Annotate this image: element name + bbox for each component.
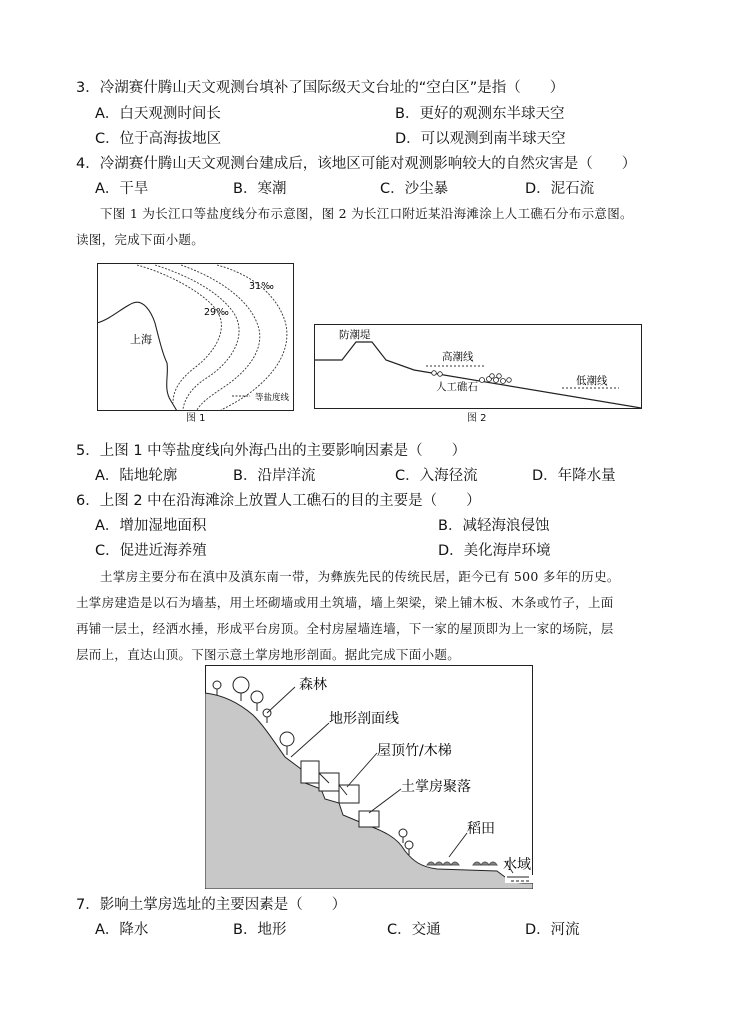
figure-3-tuzhang-profile <box>205 665 533 889</box>
q7-option-d: D．河流 <box>525 922 580 938</box>
q4-option-a: A．干旱 <box>95 181 149 197</box>
fig2-label-seawall: 防潮堤 <box>339 329 371 341</box>
q7-stem: 7．影响土掌房选址的主要因素是（ ） <box>76 897 347 913</box>
intro2-line2: 土掌房建造是以石为墙基，用土坯砌墙或用土筑墙，墙上架梁，梁上铺木板、木条或竹子，上面 <box>76 595 614 610</box>
fig1-caption: 图 1 <box>186 413 206 424</box>
fig3-label-roof: 屋顶竹/木梯 <box>377 743 452 759</box>
q5-option-d: D．年降水量 <box>532 468 616 484</box>
q6-option-b: B．减轻海浪侵蚀 <box>438 518 550 534</box>
fig2-label-reef: 人工礁石 <box>436 381 478 393</box>
figure-2-reef-profile <box>314 324 642 409</box>
fig3-label-forest: 森林 <box>299 677 327 693</box>
q4-stem: 4．冷湖赛什腾山天文观测台建成后，该地区可能对观测影响较大的自然灾害是（ ） <box>76 156 637 172</box>
q7-option-b: B．地形 <box>233 922 287 938</box>
intro2-line4: 层而上，直达山顶。下图示意土掌房地形剖面。据此完成下面小题。 <box>76 647 461 662</box>
q3-stem: 3．冷湖赛什腾山天文观测台填补了国际级天文台址的“空白区”是指（ ） <box>76 80 565 96</box>
q4-option-c: C．沙尘暴 <box>380 181 449 197</box>
fig3-label-village: 土掌房聚落 <box>401 779 471 795</box>
q3-option-b: B．更好的观测东半球天空 <box>395 106 565 122</box>
q5-stem: 5．上图 1 中等盐度线向外海凸出的主要影响因素是（ ） <box>76 443 467 459</box>
fig3-label-paddy: 稻田 <box>467 821 495 837</box>
q5-option-a: A．陆地轮廓 <box>95 468 178 484</box>
q6-option-c: C．促进近海养殖 <box>95 543 207 559</box>
intro2-line3: 再铺一层土，经洒水捶，形成平台房顶。全村房屋墙连墙，下一家的屋顶即为上一家的场院，层 <box>76 621 614 636</box>
intro2-line1: 土掌房主要分布在滇中及滇东南一带，为彝族先民的传统民居，距今已有 500 多年的历史。 <box>100 569 620 584</box>
fig1-label-29: 29‰ <box>204 307 229 318</box>
q3-option-c: C．位于高海拔地区 <box>95 131 222 147</box>
fig3-label-water: 水域 <box>503 857 531 873</box>
fig2-label-low-tide: 低潮线 <box>576 375 608 387</box>
q6-stem: 6．上图 2 中在沿海滩涂上放置人工礁石的目的主要是（ ） <box>76 493 481 509</box>
q3-option-a: A．白天观测时间长 <box>95 106 221 122</box>
intro1-line1: 下图 1 为长江口等盐度线分布示意图，图 2 为长江口附近某沿海滩涂上人工礁石分布示意图。 <box>100 206 633 221</box>
q4-option-b: B．寒潮 <box>233 181 287 197</box>
q4-option-d: D．泥石流 <box>525 181 595 197</box>
q7-option-a: A．降水 <box>95 922 149 938</box>
q7-option-c: C．交通 <box>387 922 441 938</box>
fig1-label-31: 31‰ <box>249 281 274 292</box>
q6-option-a: A．增加湿地面积 <box>95 518 207 534</box>
q5-option-b: B．沿岸洋流 <box>233 468 316 484</box>
water-body <box>505 875 533 883</box>
fig3-label-profile: 地形剖面线 <box>329 711 399 727</box>
figure-1-salinity-map <box>97 263 294 411</box>
fig2-label-high-tide: 高潮线 <box>442 351 474 363</box>
q5-option-c: C．入海径流 <box>395 468 478 484</box>
intro1-line2: 读图，完成下面小题。 <box>76 232 205 247</box>
fig1-legend-label: 等盐度线 <box>255 393 290 403</box>
fig1-label-shanghai: 上海 <box>130 333 152 346</box>
q3-option-d: D．可以观测到南半球天空 <box>395 131 566 147</box>
fig2-caption: 图 2 <box>467 413 487 424</box>
q6-option-d: D．美化海岸环境 <box>438 543 551 559</box>
